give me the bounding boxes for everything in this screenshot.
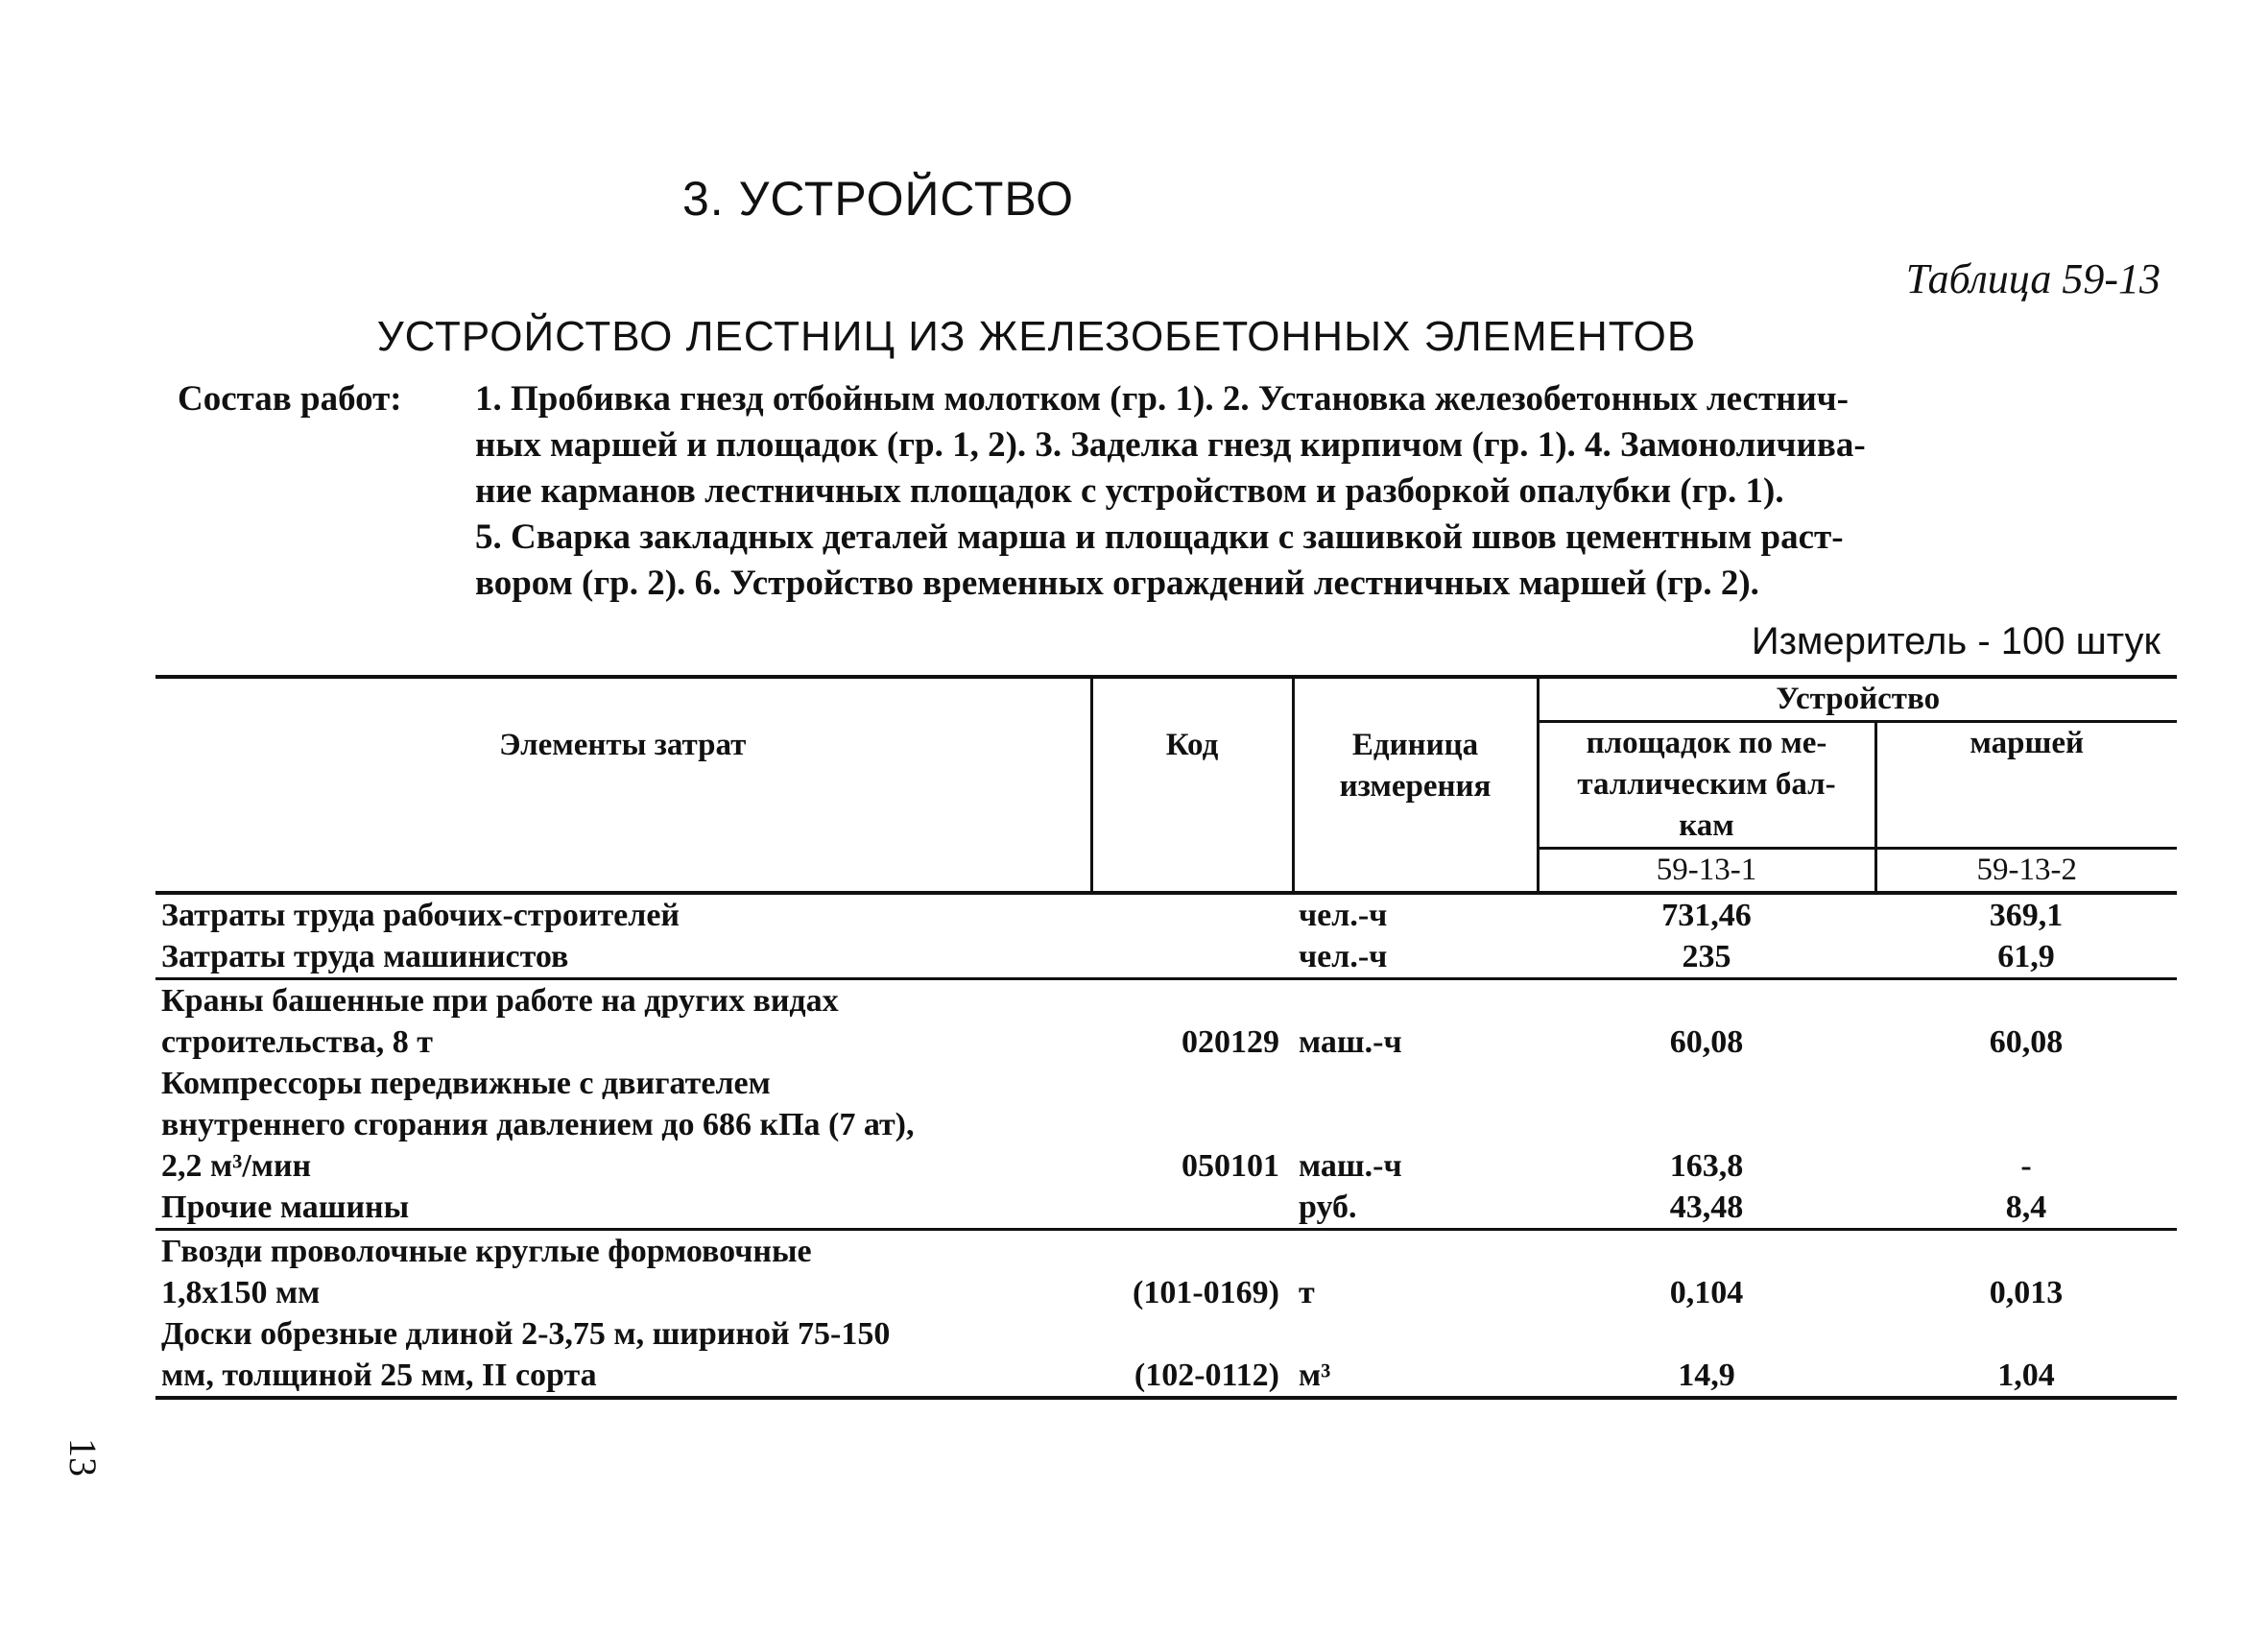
table-row — [155, 1230, 2177, 1314]
table-row — [155, 893, 2177, 936]
row-value-landings: 0,104 — [1538, 1230, 1875, 1314]
row-name-line: Затраты труда машинистов — [161, 939, 569, 974]
row-value-flights: 61,9 — [1997, 939, 2055, 974]
row-value-flights: 369,1 — [1989, 898, 2064, 933]
row-value-flights: - — [2020, 1148, 2032, 1184]
row-code: (102-0112) — [1091, 1313, 1293, 1398]
row-element-name — [155, 1313, 1091, 1398]
row-value-landings: 163,8 — [1669, 1148, 1744, 1184]
row-name-line: Доски обрезные длиной 2-3,75 м, шириной 75-150 — [161, 1316, 891, 1352]
row-unit: маш.-ч — [1293, 979, 1538, 1064]
row-element-name — [155, 893, 1091, 936]
work-composition-text — [475, 376, 2164, 607]
header-group-construction: Устройство — [1538, 677, 2177, 722]
row-value-landings: 14,9 — [1538, 1313, 1875, 1398]
row-element-name — [155, 1063, 1091, 1187]
row-value-flights: 60,08 — [1875, 979, 2177, 1064]
row-unit: чел.-ч — [1299, 939, 1388, 974]
row-code — [1091, 1187, 1293, 1230]
table-row — [155, 936, 2177, 979]
row-name-line: 2,2 м³/мин — [161, 1148, 312, 1184]
header-code: Код — [1091, 677, 1293, 893]
row-value-landings: 235 — [1682, 939, 1731, 974]
row-value-flights: 0,013 — [1875, 1230, 2177, 1314]
row-unit: т — [1293, 1230, 1538, 1314]
row-value-landings: 60,08 — [1538, 979, 1875, 1064]
table-number: Таблица 59-13 — [1905, 255, 2161, 302]
header-unit-line: Единица — [1351, 728, 1479, 762]
header-col-line: площадок по ме- — [1586, 726, 1827, 760]
header-col-flights: маршей — [1875, 722, 2177, 849]
row-unit: маш.-ч — [1299, 1148, 1402, 1184]
header-code-59-13-2: 59-13-2 — [1875, 849, 2177, 894]
row-element-name — [155, 936, 1091, 979]
row-name-line: Компрессоры передвижные с двигателем — [161, 1066, 771, 1101]
composition-line: 5. Сварка закладных деталей марша и площадки с зашивкой швов цементным раст- — [475, 517, 1844, 557]
header-unit-line: измерения — [1339, 769, 1492, 804]
row-unit: руб. — [1299, 1189, 1357, 1225]
header-col-line: таллическим бал- — [1577, 767, 1836, 802]
row-name-line: 1,8x150 мм — [161, 1275, 321, 1310]
header-col-line: кам — [1679, 808, 1734, 843]
row-unit: м³ — [1293, 1313, 1538, 1398]
header-col-landings — [1538, 722, 1875, 849]
row-value-flights: 8,4 — [2005, 1189, 2047, 1225]
row-name-line: мм, толщиной 25 мм, II сорта — [161, 1358, 597, 1393]
page-number: 13 — [61, 1438, 105, 1477]
row-name-line: Затраты труда рабочих-строителей — [161, 898, 680, 933]
row-name-line: Прочие машины — [161, 1189, 410, 1225]
work-composition-label: Состав работ: — [178, 379, 402, 419]
composition-line: ных маршей и площадок (гр. 1, 2). 3. Заделка гнезд кирпичом (гр. 1). 4. Замоноличива- — [475, 425, 1866, 465]
composition-line: ние карманов лестничных площадок с устройством и разборкой опалубки (гр. 1). — [475, 471, 1784, 511]
table-title: УСТРОЙСТВО ЛЕСТНИЦ ИЗ ЖЕЛЕЗОБЕТОННЫХ ЭЛЕМЕНТОВ — [376, 313, 1697, 360]
row-unit: чел.-ч — [1299, 898, 1388, 933]
header-unit — [1293, 677, 1538, 893]
table-row — [155, 1313, 2177, 1398]
row-element-name — [155, 1187, 1091, 1230]
row-name-line: Гвозди проволочные круглые формовочные — [161, 1234, 812, 1269]
row-name-line: внутреннего сгорания давлением до 686 кПа (7 ат), — [161, 1107, 915, 1142]
row-code: (101-0169) — [1091, 1230, 1293, 1314]
table-row — [155, 1063, 2177, 1187]
row-value-landings: 731,46 — [1661, 898, 1752, 933]
row-code: 020129 — [1091, 979, 1293, 1064]
composition-line: вором (гр. 2). 6. Устройство временных ограждений лестничных маршей (гр. 2). — [475, 564, 1759, 603]
row-element-name — [155, 1230, 1091, 1314]
row-code — [1091, 936, 1293, 979]
row-value-flights: 1,04 — [1875, 1313, 2177, 1398]
row-code — [1091, 893, 1293, 936]
measure-unit: Измеритель - 100 штук — [1751, 620, 2161, 662]
header-code-59-13-1: 59-13-1 — [1538, 849, 1875, 894]
row-code: 050101 — [1182, 1148, 1279, 1184]
header-elements: Элементы затрат — [155, 677, 1091, 893]
section-title: 3. УСТРОЙСТВО — [682, 172, 1074, 226]
table-row — [155, 979, 2177, 1064]
row-element-name — [155, 979, 1091, 1064]
composition-line: 1. Пробивка гнезд отбойным молотком (гр. 1). 2. Установка железобетонных лестнич- — [475, 379, 1849, 419]
table-row — [155, 1187, 2177, 1230]
cost-table — [155, 675, 2177, 1400]
row-value-landings: 43,48 — [1669, 1189, 1744, 1225]
row-name-line: Краны башенные при работе на других видах — [161, 983, 839, 1019]
row-name-line: строительства, 8 т — [161, 1024, 433, 1060]
